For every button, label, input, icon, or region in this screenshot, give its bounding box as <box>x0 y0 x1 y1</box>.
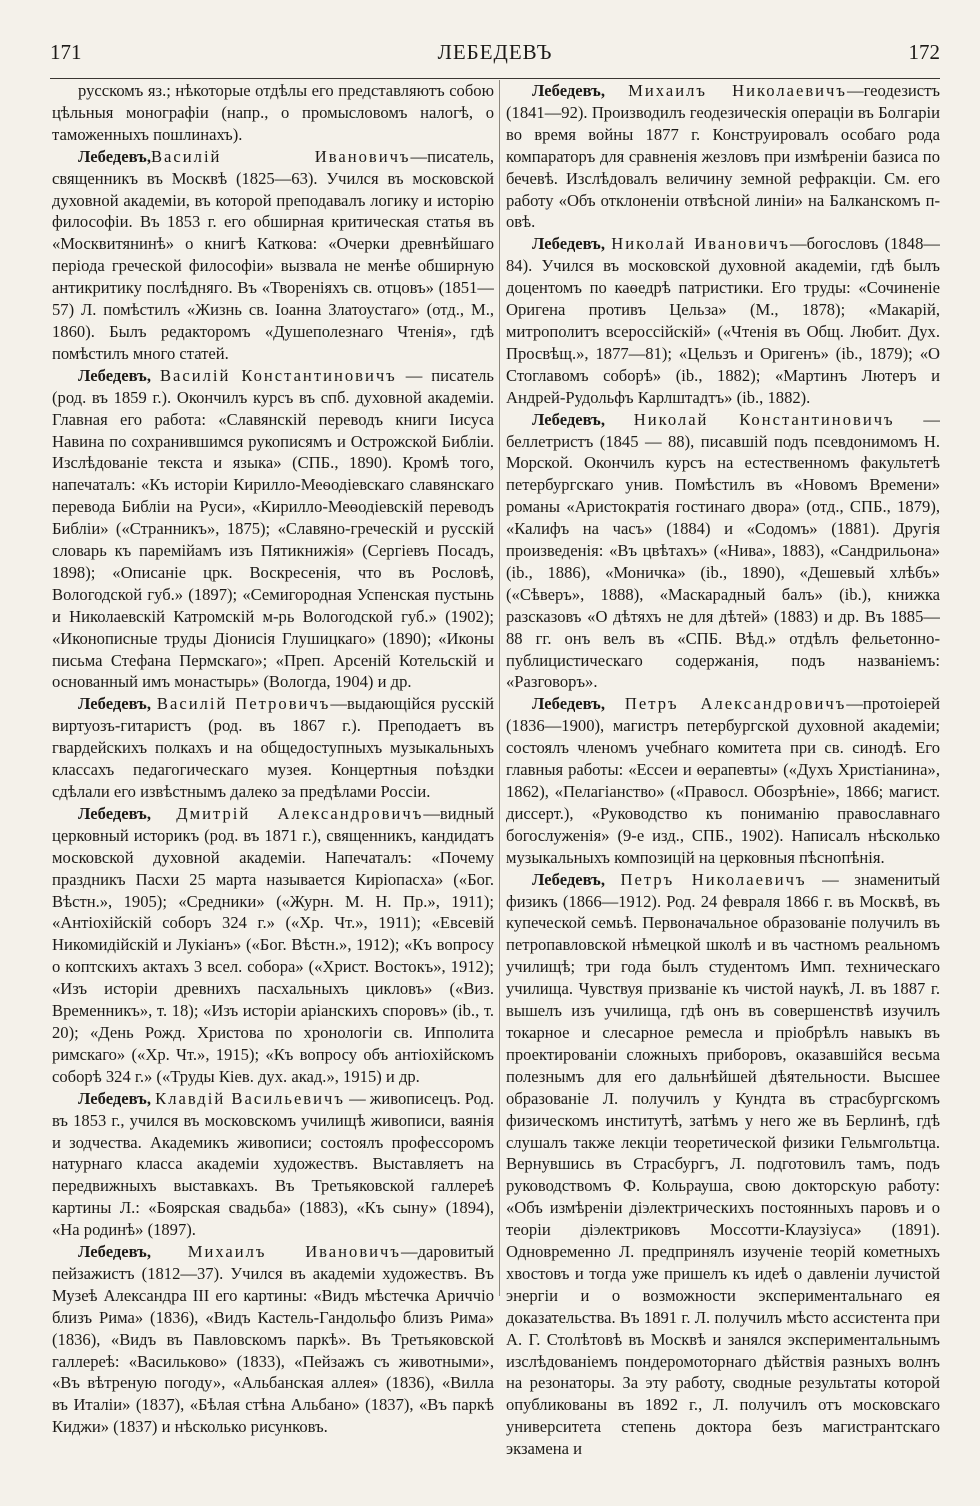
entry-headword: Лебедевъ, <box>532 234 605 254</box>
entry: русскомъ яз.; нѣкоторые отдѣлы его представляютъ собою цѣльныя монографіи (напр., о промысловомъ налогѣ, о таможенныхъ пошлинахъ). <box>52 81 494 144</box>
entry-body: — живописецъ. Род. въ 1853 г., учился въ московскомъ училищѣ живописи, ваянія и зодчества. Академикъ живописи; состоялъ профессоромъ натурнаго класса академіи художествъ. Выставляетъ на передвижныхъ выставкахъ. Въ Третьяковской галлереѣ картины Л.: «Боярская свадьба» (1883), «Къ сыну» (1894), «На родинѣ» (1897). <box>52 1088 494 1240</box>
entry <box>506 409 940 694</box>
column-separator <box>499 80 500 1296</box>
entry-body: — знаменитый физикъ (1866—1912). Род. 24 февраля 1866 г. въ Москвѣ, въ купеческой семьѣ. Первоначальное образованіе получилъ въ петропавловской нѣмецкой школѣ и въ частномъ реальномъ училищѣ; три года былъ студентомъ Имп. техническаго училища. Чувствуя призваніе къ чистой наукѣ, Л. въ 1887 г. вышелъ изъ училища, гдѣ онъ въ совершенствѣ изучилъ токарное и слесарное ремесла и пріобрѣлъ навыкъ въ проектированіи сложныхъ приборовъ, оказавшійся весьма полезнымъ для его дальнѣйшей дѣятельности. Высшее образованіе Л. получилъ у Кундта въ страсбургскомъ физическомъ институтѣ, затѣмъ у него же въ Берлинѣ, гдѣ слушалъ также лекціи теоретической физики Гельмгольтца. Вернувшись въ Страсбургъ, Л. подготовилъ тамъ, подъ руководствомъ Ф. Кольрауша, свою докторскую работу: «Объ измѣреніи діэлектрическихъ постоянныхъ паровъ и о теоріи діэлектриковъ Моссотти-Клаузіуса» (1891). Одновременно Л. предпринялъ изученіе теорій кометныхъ хвостовъ и тогда уже пришелъ къ идеѣ о давленіи лучистой энергіи и о возможности экспериментальнаго ея доказательства. Въ 1891 г. Л. получилъ мѣсто ассистента при А. Г. Столѣтовѣ въ Москвѣ и занялся экспериментальнымъ изслѣдованіемъ пондеромоторнаго дѣйствія разныхъ волнъ на резонаторы. За эту работу, сводные результаты которой опубликованы въ 1892 г., Л. получилъ отъ московскаго университета степень доктора безъ магистрантскаго экзамена и <box>506 869 940 1459</box>
entry-headword: Лебедевъ, <box>78 146 151 166</box>
entry-given-name: Петръ Николаевичъ <box>620 869 807 889</box>
entry-given-name: Михаилъ Ивановичъ <box>187 1242 401 1262</box>
entry <box>52 1088 494 1241</box>
entry <box>506 693 940 868</box>
entry-given-name: Николай Ивановичъ <box>611 234 791 254</box>
entry-given-name: Василій Петровичъ <box>156 694 331 714</box>
left-column <box>52 80 494 1496</box>
entry-headword: Лебедевъ, <box>78 803 151 823</box>
entry-body: — беллетристъ (1845 — 88), писавшій подъ псевдонимомъ Н. Морской. Окончилъ курсъ на естественномъ факультетѣ петербургскаго унив. Помѣстилъ въ «Новомъ Времени» романы «Аристократія гостинаго двора» (отд., СПБ., 1879), «Калифъ на часъ» (1884) и «Содомъ» (1881). Другія произведенія: «Въ цвѣтахъ» («Нива», 1883), «Сандрильона» (ib., 1886), «Моничка» (ib., 1890), «Дешевый хлѣбъ» («Сѣверъ», 1888), «Маскарадный балъ» (ib.), книжка разсказовъ «О дѣтяхъ не для дѣтей» (1883) и др. Въ 1885—88 гг. онъ велъ въ «СПБ. Вѣд.» отдѣлъ фельетонно-публицистическаго содержанія, подъ названіемъ: «Разговоръ». <box>506 409 940 692</box>
entry-headword: Лебедевъ, <box>532 81 605 100</box>
entry <box>52 365 494 694</box>
entry-given-name: Василій Константиновичъ <box>159 365 397 385</box>
entry-body: —выдающійся русскій виртуозъ-гитаристъ (род. въ 1867 г.). Преподаетъ въ гвардейскихъ полкахъ и на общедоступныхъ музыкальныхъ классахъ педагогическаго музея. Концертныя поѣздки сдѣлали его извѣстнымъ далеко за предѣлами Россіи. <box>52 694 494 801</box>
entry-headword: Лебедевъ, <box>532 869 605 889</box>
entry-given-name: Михаилъ Николаевичъ <box>628 81 847 100</box>
entry-body: —протоіерей (1836—1900), магистръ петербургской духовной академіи; состоялъ членомъ учебнаго комитета при св. синодѣ. Его главныя работы: «Ессеи и ѳерапевты» («Духъ Христіанина», 1862), «Пелагіанство» («Правосл. Обозрѣніе», 1866; магист. диссерт.), «Руководство къ пониманію православнаго богослуженія» (9-е изд., СПБ., 1902). Написалъ нѣсколько музыкальныхъ композицій на церковныя пѣснопѣнія. <box>506 694 940 867</box>
entry-headword: Лебедевъ, <box>78 694 151 714</box>
entry-given-name: Николай Константиновичъ <box>633 409 895 429</box>
entry <box>506 233 940 408</box>
entry-body: —писатель, священникъ въ Москвѣ (1825—63). Учился въ московской духовной академіи, въ которой преподавалъ логику и исторію философіи. Въ 1853 г. его обширная критическая статья въ «Москвитянинѣ» о книгѣ Каткова: «Очерки древнѣйшаго періода греческой философіи» вызвала не менѣе обширную антикритику послѣдняго. Въ «Твореніяхъ св. отцовъ» (1851—57) Л. помѣстилъ «Жизнь св. Іоанна Златоустаго» (отд., М., 1860). Былъ редакторомъ «Душеполезнаго Чтенія», гдѣ помѣстилъ много статей. <box>52 146 494 363</box>
entry-headword: Лебедевъ, <box>78 365 151 385</box>
entry <box>52 1241 494 1438</box>
entry-given-name: Дмитрій Александровичъ <box>176 803 424 823</box>
entry-body: —богословъ (1848—84). Учился въ московской духовной академіи, гдѣ былъ доцентомъ по каѳедрѣ патристики. Его труды: «Сочиненіе Оригена противъ Цельза» (М., 1878); «Макарій, митрополитъ всероссійскій» («Чтенія въ Общ. Любит. Дух. Просвѣщ.», 1877—81); «Цельзъ и Оригенъ» (ib., 1879); «О Стоглавомъ соборѣ» (ib., 1882); «Мартинъ Лютеръ и Андрей-Рудольфъ Карлштадтъ» (ib., 1882). <box>506 234 940 407</box>
page-number-right: 172 <box>908 40 940 64</box>
entry-body: — писатель (род. въ 1859 г.). Окончилъ курсъ въ спб. духовной академіи. Главная его работа: «Славянскій переводъ книги Іисуса Навина по сохранившимся рукописямъ и Острожской Библіи. Изслѣдованіе текста и языка» (СПБ., 1890). Кромѣ того, напечаталъ: «Къ исторіи Кирилло-Меѳодіевскаго славянскаго перевода Библіи на Руси», «Кирилло-Меѳодіевскій переводъ Библіи» («Странникъ», 1875); «Славяно-греческій и русскій словарь къ паремійамъ изъ Пятикнижія» (Сергіевъ Посадъ, 1898); «Описаніе црк. Воскресенія, что въ Рословѣ, Вологодской губ.» (1897); «Семигородная Успенская пустынь и Николаевскій Катромскій м-рь Вологодской губ.» (1902); «Иконописные труды Діонисія Глушицкаго» (1890); «Иконы письма Стефана Пермскаго»; «Преп. Арсеній Котельскій и основанный имъ монастырь» (Вологда, 1904) и др. <box>52 365 494 692</box>
entry-headword: Лебедевъ, <box>78 1088 151 1108</box>
entry-body: —видный церковный историкъ (род. въ 1871 г.), священникъ, кандидатъ московской духовной академіи. Напечаталъ: «Почему праздникъ Пасхи 25 марта называется Киріопасха» («Бог. Вѣстн.», 1905); «Средники» («Журн. М. Н. Пр.», 1911); «Антіохійскій соборъ 324 г.» («Хр. Чт.», 1911); «Евсевій Никомидійскій и Лукіанъ» («Бог. Вѣстн.», 1912); «Къ вопросу о коптскихъ актахъ 3 всел. собора» («Христ. Востокъ», 1912); «Изъ исторіи древнихъ пасхальныхъ цикловъ» («Виз. Временникъ», т. 18); «Изъ исторіи аріанскихъ споровъ» (ib., т. 20); «День Рожд. Христова по хронологіи св. Ипполита римскаго» («Хр. Чт.», 1915); «Къ вопросу объ антіохійскомъ соборѣ 324 г.» («Труды Кіев. дух. акад.», 1915) и др. <box>52 803 494 1086</box>
entry-headword: Лебедевъ, <box>532 409 605 429</box>
entry-given-name: Василій Ивановичъ <box>150 146 411 166</box>
entry-headword: Лебедевъ, <box>532 694 605 714</box>
entry <box>52 803 494 1088</box>
entry-given-name: Клавдій Васильевичъ <box>155 1088 345 1108</box>
header-rule <box>50 78 940 79</box>
entry <box>506 80 940 233</box>
right-column <box>506 80 940 1496</box>
entry-given-name: Петръ Александровичъ <box>624 694 847 714</box>
entry <box>506 869 940 1460</box>
entry-body: —геодезистъ (1841—92). Производилъ геодезическія операціи въ Болгаріи во время войны 1877 г. Конструировалъ особаго рода компараторъ для сравненія жезловъ при измѣреніи базиса по бечевѣ. Изслѣдовалъ величину земной рефракціи. См. его работу «Объ отклоненіи отвѣсной линіи» на Балканскомъ п-овѣ. <box>506 81 940 232</box>
entry <box>52 693 494 803</box>
entry-body: —даровитый пейзажистъ (1812—37). Учился въ академіи художествъ. Въ Музеѣ Александра III его картины: «Видъ мѣстечка Ариччіо близъ Рима» (1836), «Видъ Кастель-Гандольфо близъ Рима» (1836), «Видъ въ Павловскомъ паркѣ». Въ Третьяковской галлереѣ: «Васильково» (1833), «Пейзажъ съ животными», «Въ вѣтреную погоду», «Альбанская аллея» (1836), «Вилла въ Италіи» (1837), «Бѣлая стѣна Альбано» (1837), «Въ паркѣ Киджи» (1837) и нѣсколько рисунковъ. <box>52 1242 494 1437</box>
running-title: ЛЕБЕДЕВЪ <box>437 40 553 64</box>
entry-headword: Лебедевъ, <box>78 1242 151 1262</box>
entry <box>52 146 494 365</box>
page-header <box>50 40 940 74</box>
page-number-left: 171 <box>50 40 82 64</box>
